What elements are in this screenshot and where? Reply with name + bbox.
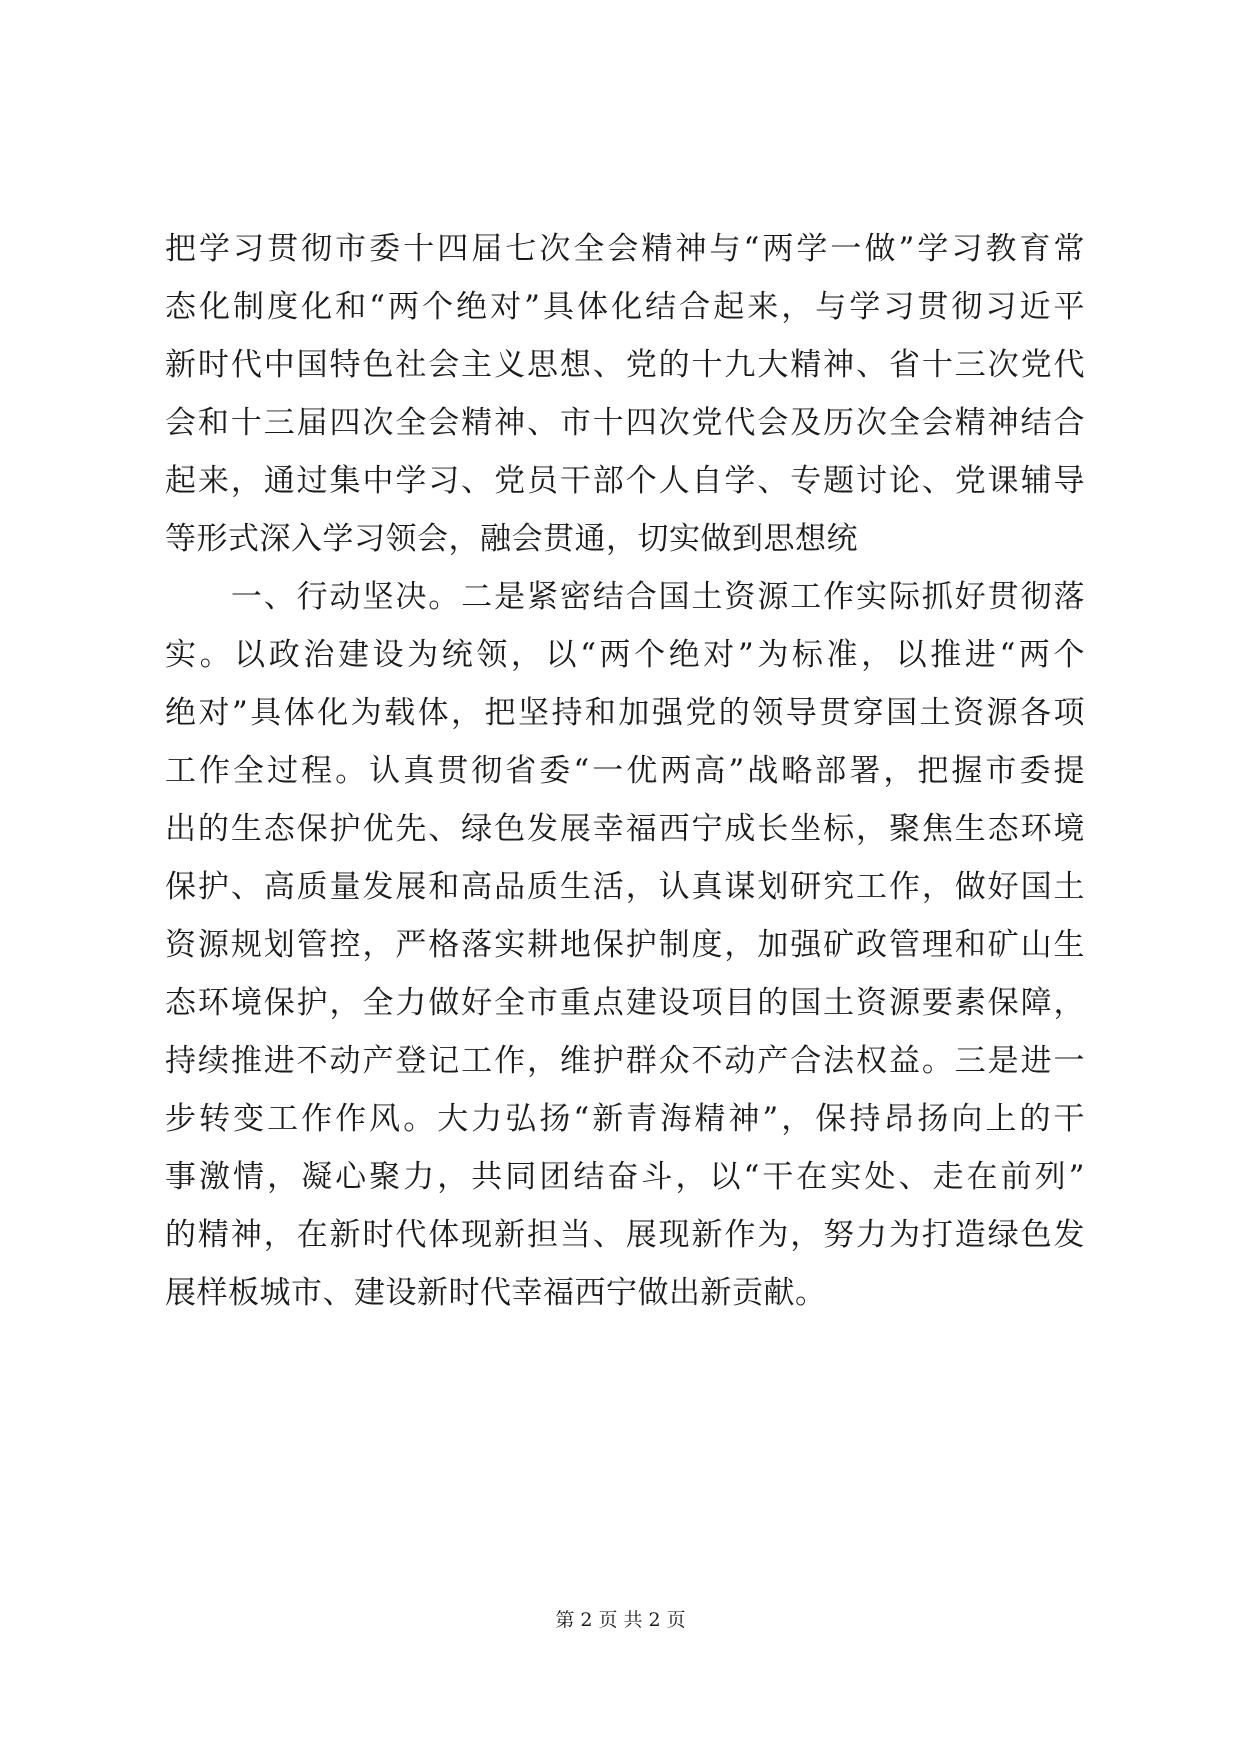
text-line: 新时代中国特色社会主义思想、党的十九大精神、省十三次党代	[165, 347, 1085, 383]
text-line: 展样板城市、建设新时代幸福西宁做出新贡献。	[165, 1275, 827, 1311]
text-line: 会和十三届四次全会精神、市十四次党代会及历次全会精神结合	[165, 405, 1085, 441]
text-line: 事激情，凝心聚力，共同团结奋斗，以“干在实处、走在前列”	[165, 1159, 1085, 1195]
text-line: 工作全过程。认真贯彻省委“一优两高”战略部署，把握市委提	[165, 753, 1085, 789]
text-line: 态环境保护，全力做好全市重点建设项目的国土资源要素保障，	[165, 985, 1085, 1021]
text-line: 出的生态保护优先、绿色发展幸福西宁成长坐标，聚焦生态环境	[165, 811, 1085, 847]
text-line: 把学习贯彻市委十四届七次全会精神与“两学一做”学习教育常	[165, 231, 1085, 267]
page-number-footer: 第 2 页 共 2 页	[555, 1609, 686, 1631]
text-line: 一、行动坚决。二是紧密结合国土资源工作实际抓好贯彻落	[165, 579, 1085, 615]
text-line: 实。以政治建设为统领，以“两个绝对”为标准，以推进“两个	[165, 637, 1085, 673]
text-line: 的精神，在新时代体现新担当、展现新作为，努力为打造绿色发	[165, 1217, 1085, 1253]
text-line: 起来，通过集中学习、党员干部个人自学、专题讨论、党课辅导	[165, 463, 1085, 499]
text-line: 资源规划管控，严格落实耕地保护制度，加强矿政管理和矿山生	[165, 927, 1085, 963]
text-line: 持续推进不动产登记工作，维护群众不动产合法权益。三是进一	[165, 1043, 1085, 1079]
text-line: 保护、高质量发展和高品质生活，认真谋划研究工作，做好国土	[165, 869, 1085, 905]
text-line: 步转变工作作风。大力弘扬“新青海精神”，保持昂扬向上的干	[165, 1101, 1085, 1137]
text-line: 绝对”具体化为载体，把坚持和加强党的领导贯穿国土资源各项	[165, 695, 1085, 731]
text-line: 等形式深入学习领会，融会贯通，切实做到思想统	[165, 521, 858, 557]
body-text	[165, 220, 1085, 1322]
text-line: 态化制度化和“两个绝对”具体化结合起来，与学习贯彻习近平	[165, 289, 1085, 325]
